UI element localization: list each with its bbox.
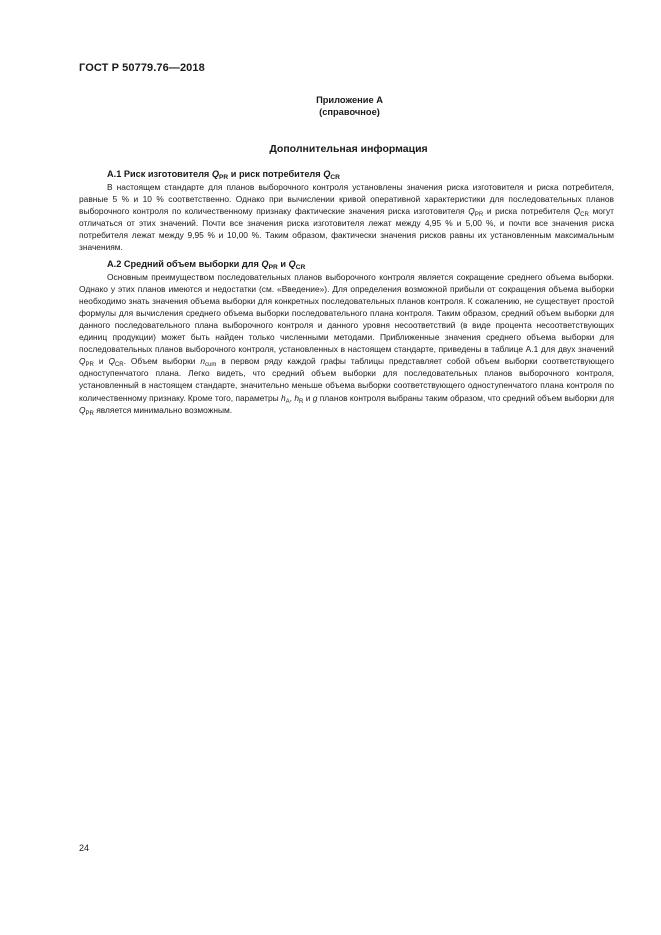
section-a1-paragraph [79,181,614,254]
text-run: планов контроля выбраны таким образом, что средний объем выборки для [317,392,614,403]
standard-header: ГОСТ Р 50779.76—2018 [79,62,205,74]
text-run: В настоящем стандарте для планов выборочного контроля установлены значения риска изготовителя и риска потребителя, равные 5 % и 10 % соответственно. Однако при вычислении кривой оперативной характеристики для последовательных планов выборочного контроля по количественному признаку фактические значения риска изготовителя [79,182,614,217]
subscript: CR [580,212,589,218]
subscript: cum [205,362,217,369]
subscript: PR [474,212,484,218]
symbol-h: h [294,392,300,403]
symbol-g: g [312,392,318,403]
section-a2-paragraph [79,271,614,416]
symbol-q: Q [79,404,86,415]
annex-heading [0,94,661,118]
annex-subtitle: (справочное) [319,107,380,117]
symbol-h: h [280,392,286,403]
symbol-q: Q [468,206,475,217]
text-run: Основным преимуществом последовательных планов выборочного контроля является сокращение среднего объема выборки. Однако у этих планов имеются и недостатки (см. «Введение»). Для определения возможной прибыли от сокращения объема выборки необходимо знать значения объема выборки для конкретных последовательных планов контроля. К сожалению, не существует простой формулы для вычисления среднего объема выборки последовательного плана контроля. Таким образом, средний объем выборки для данного последовательного плана выборочного контроля и данного уровня несоответствий (в виде процента несоответствующих единиц продукции) может быть найден только численными методами. Приближенные значения среднего объема выборки для последовательных планов выборочного контроля, установленных в настоящем стандарте, приведены в таблице А.1 для двух значений [79,271,614,355]
section-a1-heading [107,168,614,180]
section-a2-heading [107,258,614,270]
page-number: 24 [79,843,90,853]
text-run: и [93,356,109,367]
symbol-n: n [200,356,206,367]
text-run: и риска потребителя [483,206,574,217]
symbol-q: Q [573,206,581,217]
subscript: PR [268,263,278,271]
subscript: PR [219,173,229,181]
subscript: PR [85,362,94,369]
heading-text: А.2 Средний объем выборки для [107,258,262,269]
symbol-q: Q [323,169,331,179]
text-run: , [289,392,295,403]
subscript: R [299,398,304,405]
subscript: CR [114,362,124,369]
heading-text: А.1 Риск изготовителя [107,169,212,179]
annex-title: Приложение А [316,95,383,105]
symbol-q: Q [211,169,219,179]
symbol-q: Q [288,258,296,269]
symbol-q: Q [108,356,115,367]
text-run: является минимально возможным. [93,404,233,415]
text-run: могут отличаться от этих значений. Почти все значения риска изготовителя лежат между 4,95 % и 5,00 %, и почти все значения риска потребителя лежат между 9,95 % и 10,00 %. Таким образом, фактически значения рисков равны их установленным максимальным значениям. [79,206,614,253]
subscript: CR [330,173,340,181]
heading-text: и риск потребителя [228,169,324,179]
main-title: Дополнительная информация [269,143,428,155]
document-body [79,166,614,420]
text-run: в первом ряду каждой графы таблицы представляет собой объем выборки соответствующего одноступенчатого плана. Легко видеть, что средний объем выборки для последовательных планов выборочного контроля, установленный в настоящем стандарте, значительно меньше объема выборки соответствующего одноступенчатого плана контроля по количественному признаку. Кроме того, параметры [79,356,614,403]
subscript: PR [85,410,94,417]
text-run: . Объем выборки [123,356,201,367]
symbol-q: Q [79,356,86,367]
subscript: A [285,398,290,405]
heading-text: и [277,258,289,269]
text-run: и [303,392,313,403]
subscript: CR [295,263,306,271]
symbol-q: Q [261,258,269,269]
